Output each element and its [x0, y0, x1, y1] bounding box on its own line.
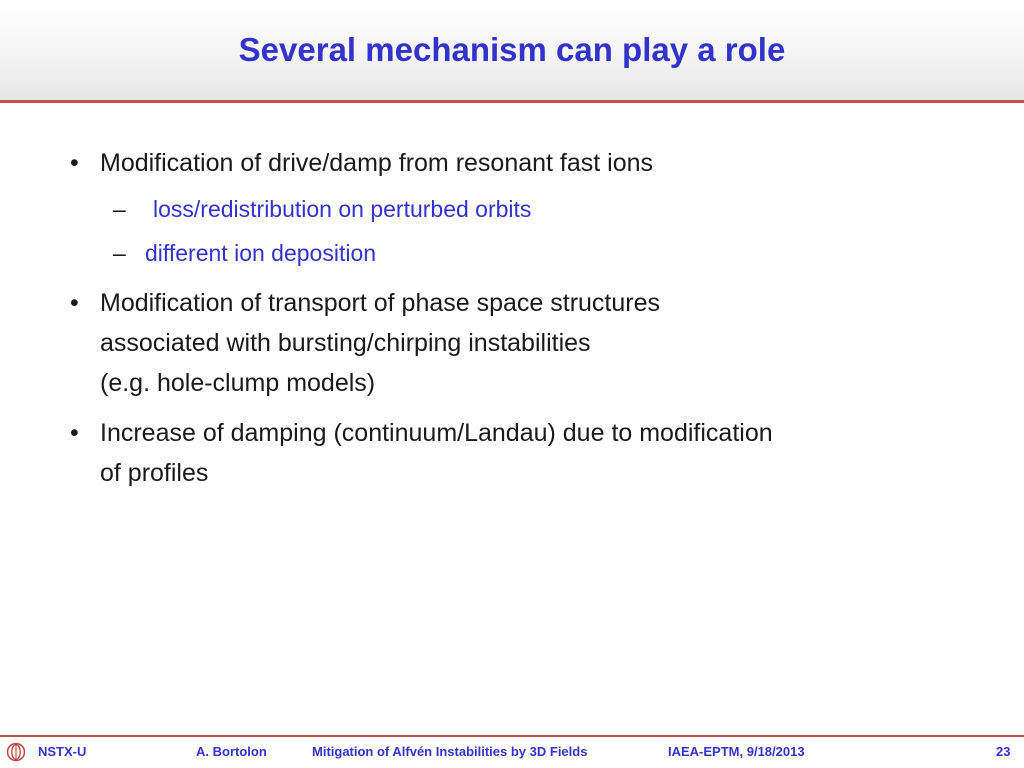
bullet-2 — [70, 283, 970, 403]
bullet-1 — [70, 143, 970, 183]
footer-author: A. Bortolon — [196, 744, 267, 759]
bullet-marker: • — [70, 289, 79, 317]
bullet-text-line-3: (e.g. hole-clump models) — [100, 369, 376, 397]
footer-org: NSTX-U — [38, 744, 87, 759]
bullet-text-line-1: Modification of transport of phase space structures — [100, 289, 661, 317]
bullet-marker: • — [70, 149, 79, 177]
bullet-3 — [70, 413, 970, 493]
footer-event: IAEA-EPTM, 9/18/2013 — [668, 744, 805, 759]
footer — [0, 739, 1024, 765]
sub-bullet-marker: – — [113, 240, 126, 266]
bullet-text-line-2: of profiles — [100, 459, 209, 487]
bullet-text-line-2: associated with bursting/chirping instabilities — [100, 329, 591, 357]
bullet-text: Modification of drive/damp from resonant fast ions — [100, 149, 654, 177]
sub-bullet-1-1 — [113, 193, 973, 225]
footer-divider — [0, 735, 1024, 737]
footer-page-number: 23 — [996, 744, 1011, 759]
footer-talk-title: Mitigation of Alfvén Instabilities by 3D Fields — [312, 744, 588, 759]
sub-bullet-text: loss/redistribution on perturbed orbits — [153, 196, 532, 222]
bullet-marker: • — [70, 419, 79, 447]
sub-bullet-text: different ion deposition — [145, 240, 377, 266]
sub-bullet-marker: – — [113, 196, 126, 222]
bullet-text-line-1: Increase of damping (continuum/Landau) due to modification — [100, 419, 773, 447]
slide-title: Several mechanism can play a role — [238, 31, 786, 68]
sub-bullet-1-2 — [113, 237, 973, 269]
nstx-u-logo-icon — [6, 742, 26, 762]
